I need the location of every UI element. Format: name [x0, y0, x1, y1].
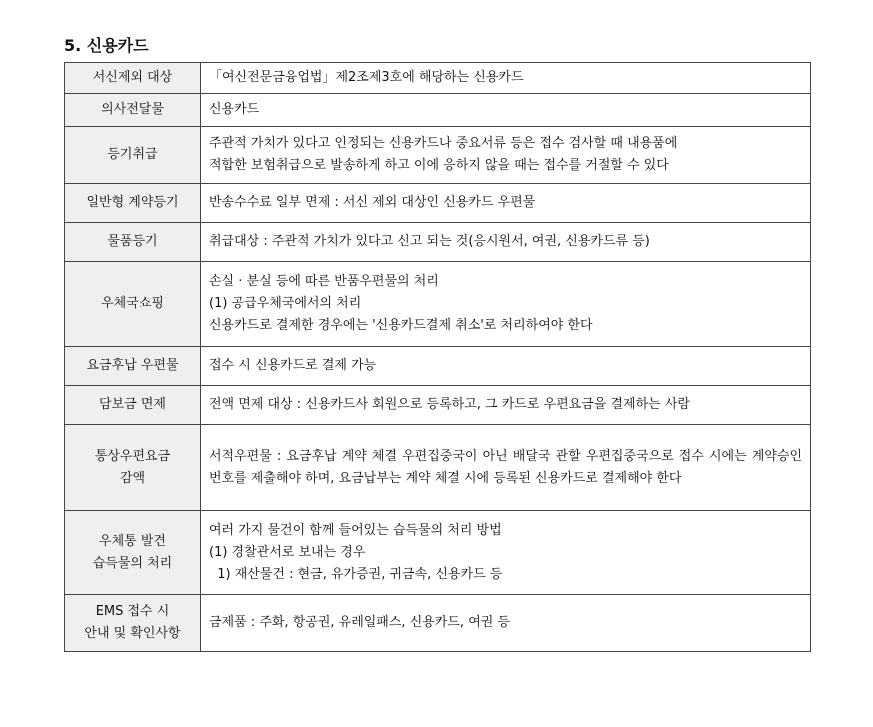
content-line: 손실 · 분실 등에 따른 반품우편물의 처리 [209, 274, 439, 289]
row-label-text: 등기취급 [107, 147, 158, 162]
row-label-text: 안내 및 확인사항 [84, 626, 181, 641]
row-label-text: 서신제외 대상 [92, 70, 173, 85]
row-label [65, 386, 201, 425]
content-line: 반송수수료 일부 면제 : 서신 제외 대상인 신용카드 우편물 [209, 195, 536, 210]
row-content [201, 127, 811, 184]
row-label-text: EMS 접수 시 [95, 604, 170, 619]
content-line: 「여신전문금융업법」제2조제3호에 해당하는 신용카드 [209, 70, 524, 85]
row-label-text: 습득물의 처리 [92, 555, 173, 571]
row-label [65, 94, 201, 127]
table-row [65, 347, 811, 386]
row-content [201, 386, 811, 425]
row-label [65, 63, 201, 94]
table-row [65, 595, 811, 652]
content-line: 신용카드 [209, 102, 260, 117]
table-row [65, 94, 811, 127]
content-line: 적합한 보험취급으로 발송하게 하고 이에 응하지 않을 때는 접수를 거절할 수 있다 [209, 158, 669, 173]
row-label [65, 347, 201, 386]
content-line: 여러 가지 물건이 함께 들어있는 습득물의 처리 방법 [209, 522, 502, 538]
content-line: 주관적 가치가 있다고 인정되는 신용카드나 중요서류 등은 접수 검사할 때 내용품에 [209, 136, 678, 151]
row-label-text: 요금후납 우편물 [86, 358, 179, 373]
row-label [65, 223, 201, 262]
row-content [201, 184, 811, 223]
content-paragraph: 서적우편물 : 요금후납 계약 체결 우편집중국이 아닌 배달국 관할 우편집중국으로 접수 시에는 계약승인번호를 제출해야 하며, 요금납부는 계약 체결 시에 등록된 신용카드로 결제해야 한다 [209, 448, 802, 486]
content-line: 신용카드로 결제한 경우에는 '신용카드결제 취소'로 처리하여야 한다 [209, 318, 593, 333]
row-content [201, 347, 811, 386]
content-line: 1) 재산물건 : 현금, 유가증권, 귀금속, 신용카드 등 [209, 566, 503, 582]
credit-card-table [64, 62, 811, 652]
table-row [65, 425, 811, 511]
row-content [201, 262, 811, 347]
row-label-text: 통상우편요금 [94, 448, 171, 464]
row-label-text: 감액 [119, 470, 146, 486]
table-row [65, 63, 811, 94]
row-label-text: 의사전달물 [101, 102, 164, 117]
row-content [201, 511, 811, 595]
content-line: 취급대상 : 주관적 가치가 있다고 신고 되는 것(응시원서, 여권, 신용카드류 등) [209, 234, 650, 249]
row-label [65, 595, 201, 652]
row-label-text: 담보금 면제 [99, 397, 166, 412]
table-row [65, 386, 811, 425]
row-label-text: 일반형 계약등기 [86, 195, 179, 210]
row-content [201, 94, 811, 127]
content-line: (1) 공급우체국에서의 처리 [209, 296, 362, 311]
table-row [65, 127, 811, 184]
row-label [65, 127, 201, 184]
row-content [201, 223, 811, 262]
section-title: 5. 신용카드 [64, 36, 149, 55]
content-line: 금제품 : 주화, 항공권, 유레일패스, 신용카드, 여권 등 [209, 615, 510, 630]
row-label [65, 184, 201, 223]
content-line: (1) 경찰관서로 보내는 경우 [209, 544, 366, 560]
table-row [65, 511, 811, 595]
row-label [65, 425, 201, 511]
row-label [65, 262, 201, 347]
content-line: 전액 면제 대상 : 신용카드사 회원으로 등록하고, 그 카드로 우편요금을 결제하는 사람 [209, 397, 690, 412]
row-label-text: 우체통 발견 [99, 533, 166, 549]
content-line: 접수 시 신용카드로 결제 가능 [209, 358, 377, 373]
table-row [65, 184, 811, 223]
table-row [65, 262, 811, 347]
row-content [201, 425, 811, 511]
row-label-text: 우체국쇼핑 [101, 296, 164, 311]
table-row [65, 223, 811, 262]
row-content [201, 595, 811, 652]
row-label [65, 511, 201, 595]
row-label-text: 물품등기 [107, 234, 158, 249]
table-body [65, 63, 811, 652]
row-content [201, 63, 811, 94]
